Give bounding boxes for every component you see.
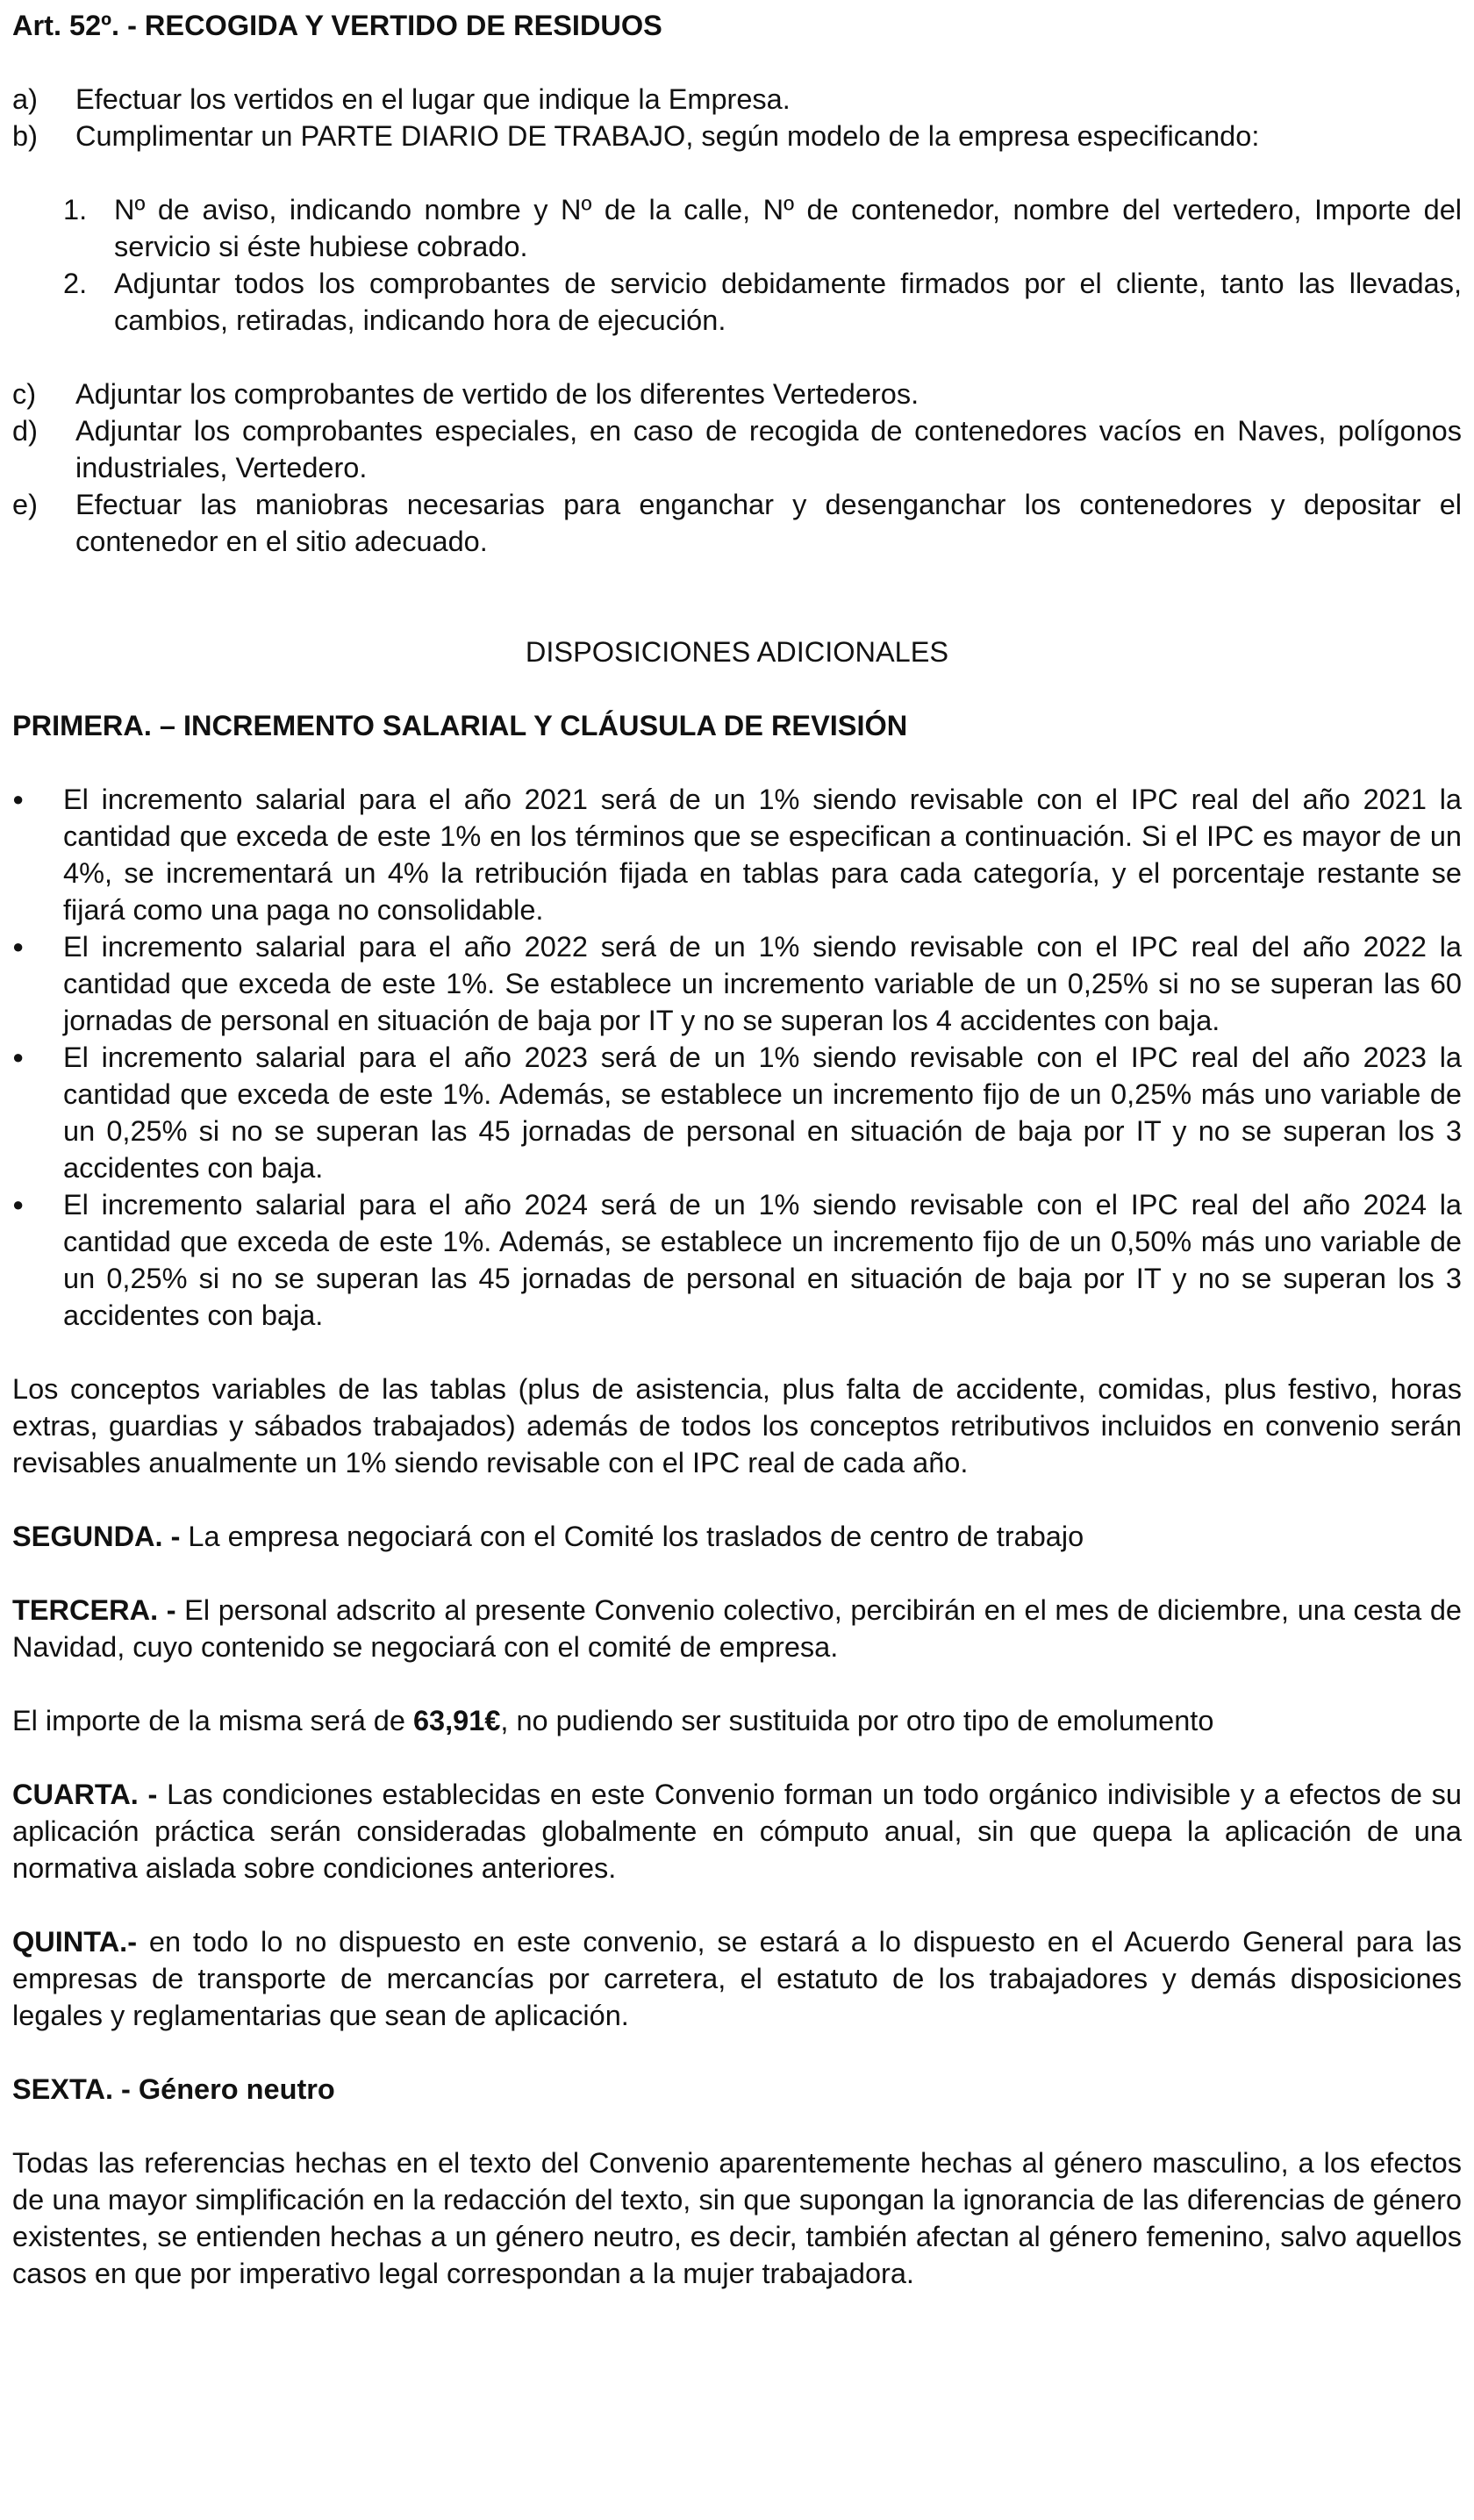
quinta-paragraph (12, 1923, 1462, 2034)
list-item-text: Efectuar los vertidos en el lugar que indique la Empresa. (75, 83, 791, 115)
numbered-list (12, 191, 1462, 339)
bullet-icon: ● (12, 1046, 25, 1068)
tercera-paragraph (12, 1592, 1462, 1665)
primera-heading: PRIMERA. – INCREMENTO SALARIAL Y CLÁUSULA DE REVISIÓN (12, 710, 908, 741)
quinta-text: en todo lo no dispuesto en este convenio, se estará a lo dispuesto en el Acuerdo General para las empresas de transporte de mercancías por carretera, el estatuto de los trabajadores y demás disposiciones legales y reglamentarias que sean de aplicación. (12, 1926, 1462, 2031)
list-ab (12, 81, 1462, 154)
list-item-text: Cumplimentar un PARTE DIARIO DE TRABAJO, según modelo de la empresa especificando: (75, 120, 1260, 152)
list-item-text: Adjuntar todos los comprobantes de servicio debidamente firmados por el cliente, tanto las llevadas, cambios, retiradas, indicando hora de ejecución. (114, 268, 1462, 336)
bullet-text: El incremento salarial para el año 2023 será de un 1% siendo revisable con el IPC real del año 2023 la cantidad que exceda de este 1%. Además, se establece un incremento fijo de un 0,25% más uno variable de un 0,25% si no se superan las 45 jornadas de personal en situación de baja por IT y no se superan los 3 accidentes con baja. (63, 1042, 1462, 1184)
list-item-text: Efectuar las maniobras necesarias para enganchar y desenganchar los contenedores y depositar el contenedor en el sitio adecuado. (75, 489, 1462, 557)
bullet-item (12, 1186, 1462, 1334)
list-item-text: Adjuntar los comprobantes especiales, en caso de recogida de contenedores vacíos en Naves, polígonos industriales, Vertedero. (75, 415, 1462, 483)
sexta-heading: SEXTA. - Género neutro (12, 2073, 335, 2105)
list-item (12, 412, 1462, 486)
list-item (12, 118, 1462, 154)
tercera-text: El personal adscrito al presente Convenio colectivo, percibirán en el mes de diciembre, una cesta de Navidad, cuyo contenido se negociará con el comité de empresa. (12, 1594, 1462, 1663)
list-item (12, 376, 1462, 412)
tercera-label: TERCERA. - (12, 1594, 176, 1626)
list-item (12, 486, 1462, 560)
bullet-text: El incremento salarial para el año 2021 será de un 1% siendo revisable con el IPC real del año 2021 la cantidad que exceda de este 1% en los términos que se especifican a continuación. Si el IPC es mayor de un 4%, se incrementará un 4% la retribución fijada en tablas para cada categoría, y el porcentaje restante se fijará como una paga no consolidable. (63, 784, 1462, 926)
segunda-label: SEGUNDA. - (12, 1521, 181, 1552)
bullet-item (12, 781, 1462, 928)
sexta-paragraph: Todas las referencias hechas en el texto del Convenio aparentemente hechas al género masculino, a los efectos de una mayor simplificación en la redacción del texto, sin que supongan la ignorancia de las diferencias de género existentes, se entienden hechas a un género neutro, es decir, también afectan al género femenino, salvo aquellos casos en que por imperativo legal correspondan a la mujer trabajadora. (12, 2147, 1462, 2289)
list-cde (12, 376, 1462, 560)
bullet-list (12, 781, 1462, 1334)
primera-paragraph: Los conceptos variables de las tablas (plus de asistencia, plus falta de accidente, comidas, plus festivo, horas extras, guardias y sábados trabajados) además de todos los conceptos retributivos incluidos en convenio serán revisables anualmente un 1% siendo revisable con el IPC real de cada año. (12, 1373, 1462, 1478)
numbered-item (12, 191, 1462, 265)
numbered-item (12, 265, 1462, 339)
cuarta-paragraph (12, 1776, 1462, 1886)
bullet-icon: ● (12, 788, 25, 810)
importe-value: 63,91€ (412, 1705, 501, 1736)
bullet-item (12, 928, 1462, 1039)
list-marker: e) (12, 489, 38, 520)
list-item-text: Adjuntar los comprobantes de vertido de los diferentes Vertederos. (75, 378, 919, 410)
document-page (12, 7, 1462, 2292)
cuarta-text: Las condiciones establecidas en este Convenio forman un todo orgánico indivisible y a efectos de su aplicación práctica serán consideradas globalmente en cómputo anual, sin que quepa la aplicación de una normativa aislada sobre condiciones anteriores. (12, 1779, 1462, 1884)
list-marker: 1. (63, 194, 88, 226)
list-marker: c) (12, 378, 37, 410)
list-marker: 2. (63, 268, 88, 299)
list-marker: b) (12, 120, 38, 152)
bullet-item (12, 1039, 1462, 1186)
importe-paragraph (12, 1702, 1462, 1739)
segunda-text: La empresa negociará con el Comité los traslados de centro de trabajo (180, 1521, 1084, 1552)
list-item-text: Nº de aviso, indicando nombre y Nº de la calle, Nº de contenedor, nombre del vertedero, Importe del servicio si éste hubiese cobrado. (114, 194, 1462, 262)
bullet-icon: ● (12, 1193, 25, 1215)
list-item (12, 81, 1462, 118)
list-marker: d) (12, 415, 38, 447)
cuarta-label: CUARTA. - (12, 1779, 158, 1810)
bullet-text: El incremento salarial para el año 2024 será de un 1% siendo revisable con el IPC real del año 2024 la cantidad que exceda de este 1%. Además, se establece un incremento fijo de un 0,50% más uno variable de un 0,25% si no se superan las 45 jornadas de personal en situación de baja por IT y no se superan los 3 accidentes con baja. (63, 1189, 1462, 1331)
importe-post: , no pudiendo ser sustituida por otro tipo de emolumento (500, 1705, 1214, 1736)
segunda-paragraph (12, 1518, 1462, 1555)
list-marker: a) (12, 83, 38, 115)
bullet-text: El incremento salarial para el año 2022 será de un 1% siendo revisable con el IPC real del año 2022 la cantidad que exceda de este 1%. Se establece un incremento variable de un 0,25% si no se superan las 60 jornadas de personal en situación de baja por IT y no se superan los 4 accidentes con baja. (63, 931, 1462, 1036)
bullet-icon: ● (12, 935, 25, 957)
importe-pre: El importe de la misma será de (12, 1705, 413, 1736)
section-title: DISPOSICIONES ADICIONALES (525, 636, 949, 668)
article-heading: Art. 52º. - RECOGIDA Y VERTIDO DE RESIDUOS (12, 10, 662, 41)
quinta-label: QUINTA.- (12, 1926, 138, 1958)
